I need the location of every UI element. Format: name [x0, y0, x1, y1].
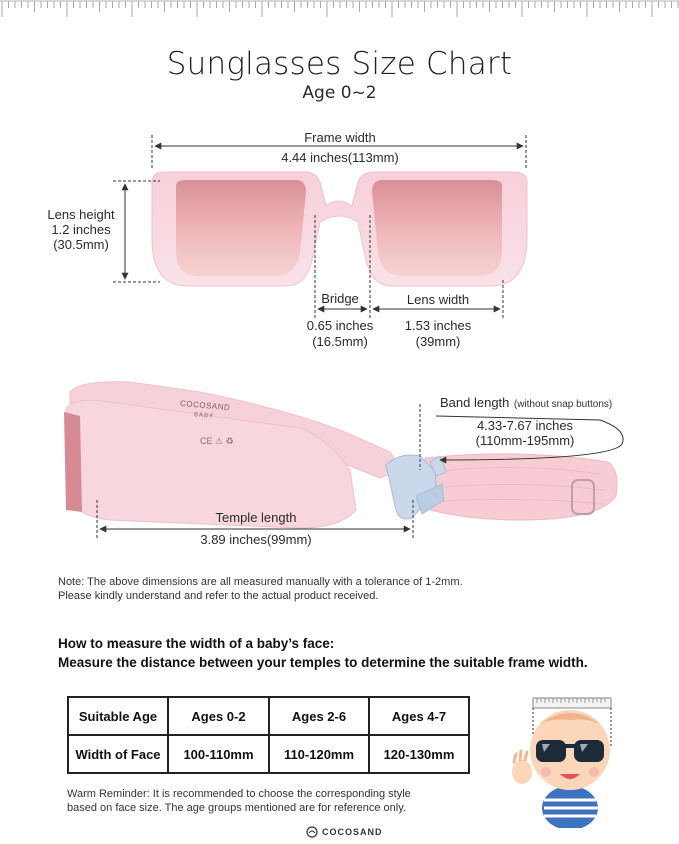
- right-lens: [372, 180, 502, 276]
- temple-subbrand: BABY: [193, 412, 215, 420]
- svg-text:CE ⚠ ♻: CE ⚠ ♻: [200, 436, 234, 446]
- howto-instruction: Measure the distance between your temples to determine the suitable frame width.: [58, 655, 588, 670]
- table-cell: Ages 4-7: [369, 697, 469, 735]
- bridge-label: Bridge: [321, 291, 359, 306]
- band-length-inches: 4.33-7.67 inches: [476, 418, 574, 433]
- lens-height-inches: 1.2 inches: [51, 222, 111, 237]
- band-length-label: [440, 395, 612, 411]
- bridge-inches: 0.65 inches: [306, 318, 374, 333]
- band-length-title: Band length: [440, 395, 510, 410]
- howto-heading: How to measure the width of a baby’s face:: [58, 636, 335, 651]
- bridge-mm: (16.5mm): [312, 334, 368, 349]
- frame-width-label: Frame width: [304, 130, 376, 145]
- lens-width-inches: 1.53 inches: [404, 318, 472, 333]
- cocosand-logo-icon: [306, 826, 318, 838]
- strap: [425, 454, 617, 520]
- temple-length-value: 3.89 inches(99mm): [200, 532, 312, 547]
- table-cell: Ages 2-6: [269, 697, 369, 735]
- band-length-note: (without snap buttons): [513, 399, 613, 410]
- footer-brand-text: COCOSAND: [322, 826, 383, 837]
- baby-illustration: [508, 688, 628, 828]
- table-row: [68, 697, 469, 735]
- table-cell: 100-110mm: [168, 735, 269, 773]
- lens-width-label: Lens width: [406, 292, 470, 307]
- note-line-1: Note: The above dimensions are all measured manually with a tolerance of 1-2mm.: [58, 576, 463, 588]
- table-row: [68, 735, 469, 773]
- lens-width-mm: (39mm): [415, 334, 461, 349]
- side-lens-edge: [64, 412, 82, 512]
- page-title: Sunglasses Size Chart: [166, 46, 513, 82]
- lens-height-mm: (30.5mm): [53, 237, 109, 252]
- footer-brand: [306, 826, 383, 838]
- temple-length-label: Temple length: [215, 510, 297, 525]
- table-cell: Ages 0-2: [168, 697, 269, 735]
- lens-height-label: Lens height: [47, 207, 115, 222]
- frame-width-value: 4.44 inches(113mm): [281, 150, 399, 165]
- table-cell: 110-120mm: [269, 735, 369, 773]
- note-line-2: Please kindly understand and refer to the actual product received.: [58, 590, 379, 602]
- front-view-glasses: [152, 172, 527, 286]
- left-lens: [176, 180, 306, 276]
- table-cell: Suitable Age: [68, 697, 168, 735]
- page-subtitle: Age 0~2: [302, 83, 377, 103]
- reminder-line-2: based on face size. The age groups mentioned are for reference only.: [67, 802, 406, 814]
- reminder-line-1: Warm Reminder: It is recommended to choose the corresponding style: [67, 788, 411, 800]
- size-table: [67, 696, 470, 774]
- band-length-mm: (110mm-195mm): [475, 433, 575, 448]
- temple-brand: COCOSAND: [179, 398, 231, 413]
- table-cell: Width of Face: [68, 735, 168, 773]
- table-cell: 120-130mm: [369, 735, 469, 773]
